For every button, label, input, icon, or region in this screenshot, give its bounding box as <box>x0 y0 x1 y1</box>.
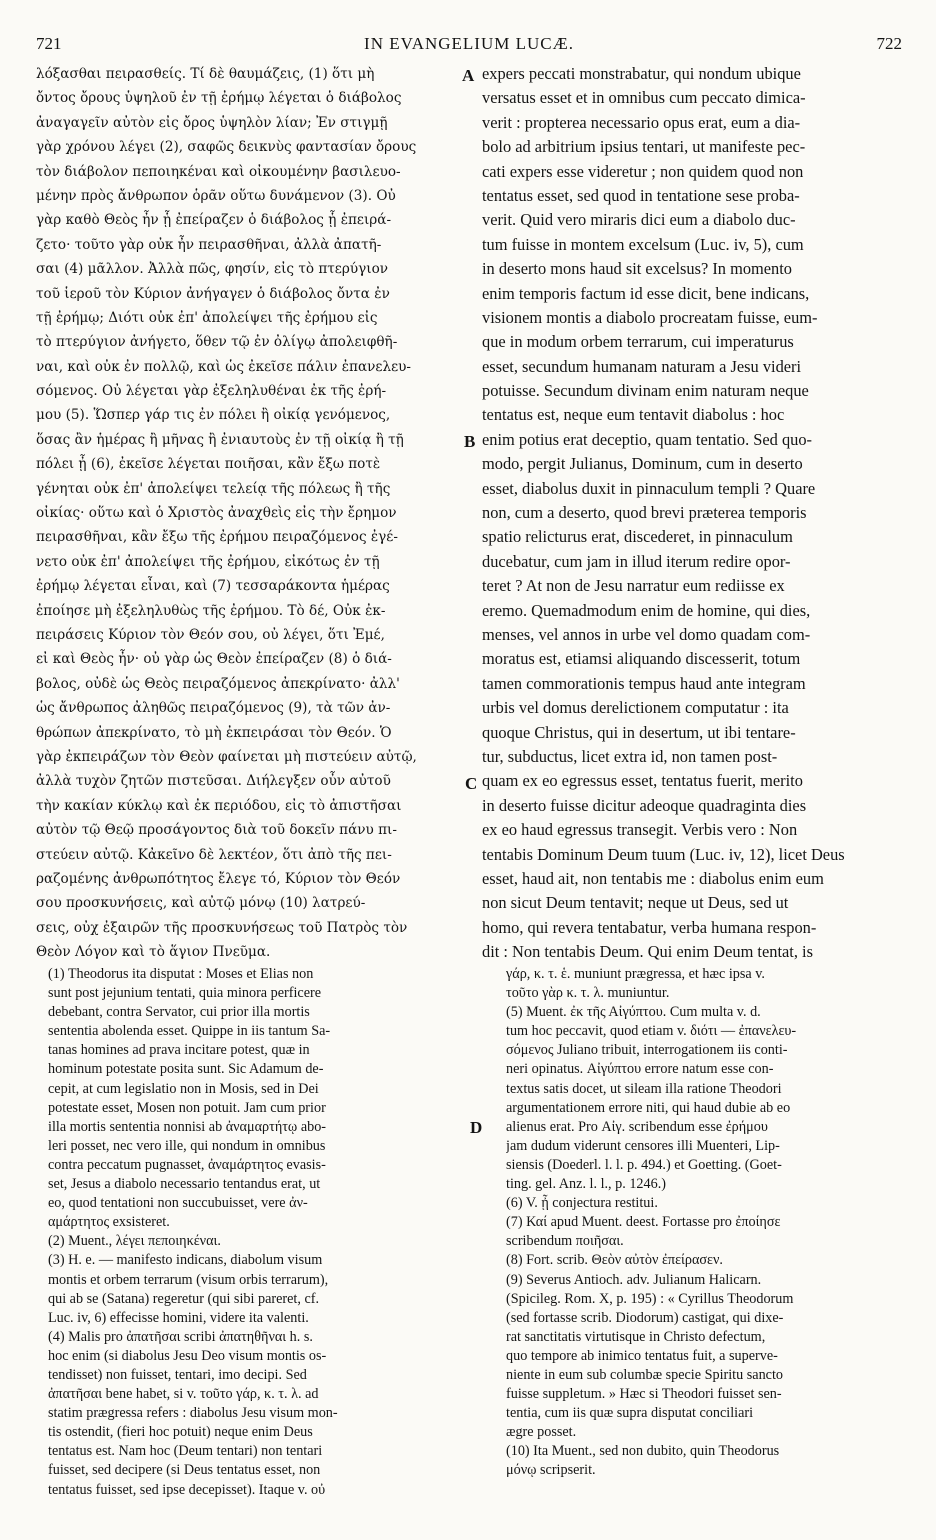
greek-text-line: θρώπων ἀπεκρίνατο, τὸ μὴ ἐκπειράσαι τὸν Θεόν. Ὁ <box>36 724 392 741</box>
page-number-left: 721 <box>36 34 62 53</box>
latin-text-line: tum fuisse in montem excelsum (Luc. iv, 5), cum <box>482 234 804 254</box>
greek-text-line: ὡς ἄνθρωπος ἀληθῶς πειραζόμενος (9), τὰ τῶν ἀν- <box>36 700 391 717</box>
greek-text-line: πειράσεις Κύριον τὸν Θεόν σου, οὐ λέγει, ὅτι Ἐμέ, <box>36 626 385 643</box>
latin-text-line: modo, pergit Julianus, Dominum, cum in deserto <box>482 454 803 474</box>
greek-text-column <box>36 62 468 964</box>
page-number-right: 722 <box>876 34 902 53</box>
footnote-line: alienus erat. Pro Αἰγ. scribendum esse ἐρήμου <box>506 1118 768 1135</box>
footnote-line: Luc. iv, 6) effecisse homini, videre ita valenti. <box>48 1309 309 1326</box>
footnote-line: scribendum ποιῆσαι. <box>506 1233 624 1250</box>
latin-text-line: eremo. Quemadmodum enim de homine, qui dies, <box>482 600 811 620</box>
latin-text-line: urbis vel domus derelictionem computatur : ita <box>482 698 789 718</box>
margin-marker-c: C <box>465 774 478 793</box>
greek-text-line: γὰρ καθὸ Θεὸς ἦν ᾗ ἐπείραζεν ὁ διάβολος ᾗ ἐπειρά- <box>36 212 392 229</box>
latin-text-line: potuisse. Secundum divinam enim naturam neque <box>482 381 809 401</box>
footnote-line: tum hoc peccavit, quod etiam v. διότι — ἐπανελευ- <box>506 1023 797 1040</box>
latin-text-line: esset, secundum humanam naturam a Jesu videri <box>482 356 802 376</box>
greek-text-line: σαι (4) μᾶλλον. Ἀλλὰ πῶς, φησίν, εἰς τὸ πτερύγιον <box>36 261 389 278</box>
footnote-line: debebant, contra Servator, cui prior illa mortis <box>48 1004 310 1021</box>
greek-text-line: πόλει ᾖ (6), ἐκεῖσε λέγεται ποιῆσαι, κἂν ἔξω ποτὲ <box>36 456 381 473</box>
footnote-line: (9) Severus Antioch. adv. Julianum Halicarn. <box>506 1271 762 1288</box>
footnote-line: sunt post jejunium tentati, quia minora perficere <box>48 985 322 1002</box>
footnote-line: rat sanctitatis virtutisque in Christo defectum, <box>506 1328 766 1345</box>
latin-text-line: quoque Christus, qui in desertum, ut ibi tentare- <box>482 722 796 742</box>
latin-text-line: que in modum orbem terrarum, cui imperaturus <box>482 332 794 352</box>
latin-text-line: in deserto mons haud sit excelsus? In momento <box>482 259 792 279</box>
greek-text-line: τὴν κακίαν κύκλῳ καὶ ἐκ περιόδου, εἰς τὸ ἀπιστῆσαι <box>36 797 402 814</box>
latin-text-line: enim potius erat deceptio, quam tentatio. Sed quo- <box>482 429 813 449</box>
greek-text-line: τὸν διάβολον πεποιηκέναι καὶ οἰκουμένην βασιλευο- <box>36 163 401 180</box>
footnote-line: statim prægressa refers : diabolus Jesu visum mon- <box>48 1405 338 1422</box>
greek-text-line: ραζομένης ἀνθρωπότητος ἔλεγε τό, Κύριον τὸν Θεόν <box>36 870 401 887</box>
latin-text-line: ex eo haud egressus transegit. Verbis vero : Non <box>482 820 798 840</box>
latin-text-line: bolo ad arbitrium ipsius tentari, ut manifeste pec- <box>482 137 806 157</box>
footnote-line: (sed fortasse scrib. Diodorum) castigat, qui dixe- <box>506 1309 784 1326</box>
footnote-line: ting. gel. Anz. l. l., p. 1246.) <box>506 1176 666 1193</box>
footnote-line: potestate esset, Mosen non potuit. Jam cum prior <box>48 1099 326 1116</box>
latin-text-line: non sicut Deum tentavit; neque ut Deus, sed ut <box>482 893 789 913</box>
running-header <box>36 34 902 56</box>
greek-text-line: ναι, καὶ οὐκ ἐν πολλῷ, καὶ ὡς ἐκεῖσε πάλιν ἐπανελευ- <box>36 358 411 375</box>
footnote-line: σόμενος Juliano tribuit, interrogationem iis conti- <box>506 1042 788 1059</box>
greek-text-line: σεις, οὐχ ἐξαιρῶν τῆς προσκυνήσεως τοῦ Πατρὸς τὸν <box>36 919 408 936</box>
greek-text-line: γὰρ χρόνου λέγει (2), σαφῶς δεικνὺς φαντασίαν ὄρους <box>36 139 417 156</box>
footnote-line: (8) Fort. scrib. Θεὸν αὐτὸν ἐπείρασεν. <box>506 1252 723 1269</box>
footnote-line: tendisset) non fuisset, tentari, imo decipi. Sed <box>48 1366 307 1383</box>
latin-text-line: in deserto fuisse dicitur adeoque quadraginta dies <box>482 795 807 815</box>
footnote-line: leri posset, nec vero ille, qui nondum in omnibus <box>48 1137 326 1154</box>
greek-text-line: πειρασθῆναι, κἂν ἔξω τῆς ἐρήμου πειραζόμενος ἐγέ- <box>36 529 398 546</box>
footnote-line: (7) Καί apud Muent. deest. Fortasse pro ἐποίησε <box>506 1214 781 1231</box>
greek-text-line: ὅσας ἂν ἡμέρας ἢ μῆνας ἢ ἐνιαυτοὺς ἐν τῇ οἰκίᾳ ἢ τῇ <box>36 431 404 448</box>
footnotes-right-column <box>506 965 906 1481</box>
footnote-line: textus satis docet, ut sileam illa ratione Theodori <box>506 1080 782 1097</box>
greek-text-line: ἀλλὰ τυχὸν ζητῶν πιστεῦσαι. Διήλεγξεν οὖν αὐτοῦ <box>36 773 391 790</box>
greek-text-line: οἰκίας· οὕτω καὶ ὁ Χριστὸς ἀναχθεὶς εἰς τὴν ἔρημον <box>36 505 397 522</box>
greek-text-line: αὐτὸν τῷ Θεῷ προσάγοντος διὰ τοῦ δοκεῖν πάνυ πι- <box>36 822 397 839</box>
latin-text-line: tur, subductus, licet extra id, non tamen post- <box>482 746 778 766</box>
footnote-line: tentatus fuisset, sed ipse decepisset). Itaque v. οὐ <box>48 1481 326 1498</box>
latin-text-line: moratus est, etiamsi aliquando discesserit, totum <box>482 649 801 669</box>
latin-text-line: versatus esset et in omnibus cum peccato dimica- <box>482 88 806 108</box>
footnote-line: cepit, at cum legislatio non in Mosis, sed in Dei <box>48 1080 319 1097</box>
footnote-line: (6) V. ᾖ conjectura restitui. <box>506 1195 658 1212</box>
latin-text-line: enim temporis factum id esse dicit, bene indicans, <box>482 283 810 303</box>
latin-text-line: non, cum a deserto, quod brevi præterea temporis <box>482 503 807 523</box>
latin-text-line: ducebatur, cum jam in illud iterum redire opor- <box>482 551 791 571</box>
footnote-line: (Spicileg. Rom. X, p. 195) : « Cyrillus Theodorum <box>506 1290 794 1307</box>
footnote-line: set, Jesus a diabolo necessario tentandus erat, ut <box>48 1176 321 1193</box>
margin-marker-b: B <box>464 432 476 451</box>
footnote-line: qui ab se (Satana) regeretur (qui sibi pareret, cf. <box>48 1290 320 1307</box>
latin-text-line: teret ? At non de Jesu narratur eum rediisse ex <box>482 576 785 596</box>
footnote-line: sententia abolenda esset. Quippe in iis tantum Sa- <box>48 1023 331 1040</box>
latin-text-line: esset, haud ait, non tentabis me : diabolus enim eum <box>482 868 824 888</box>
greek-text-line: λόξασθαι πειρασθείς. Τί δὲ θαυμάζεις, (1) ὅτι μὴ <box>36 66 375 82</box>
footnote-line: (1) Theodorus ita disputat : Moses et Elias non <box>48 966 314 982</box>
footnote-line: (3) H. e. — manifesto indicans, diabolum visum <box>48 1252 323 1269</box>
footnote-line: αμάρτητος exsisteret. <box>48 1214 170 1231</box>
greek-text-line: τοῦ ἱεροῦ τὸν Κύριον ἀνήγαγεν ὁ διάβολος ὄντα ἐν <box>36 285 390 302</box>
greek-text-line: τῇ ἐρήμῳ; Διότι οὐκ ἐπ' ἀπολείψει τῆς ἐρήμου εἰς <box>36 309 378 326</box>
footnote-line: hominum potestate posita sunt. Sic Adamum de- <box>48 1061 324 1078</box>
greek-text-line: γένηται οὐκ ἐπ' ἀπολείψει τελείᾳ τῆς πόλεως ἢ τῆς <box>36 480 391 497</box>
latin-text-line: menses, vel annos in urbe vel domo quadam com- <box>482 624 811 644</box>
greek-text-line: ζετο· τοῦτο γὰρ οὐκ ἦν πειρασθῆναι, ἀλλὰ ἀπατῆ- <box>36 236 382 253</box>
footnote-line: illa mortis sententia nonnisi ab ἀναμαρτήτῳ abo- <box>48 1118 327 1135</box>
latin-text-line: tentatus est, neque eum tentavit diabolus : hoc <box>482 405 785 425</box>
footnote-line: (4) Malis pro ἀπατῆσαι scribi ἀπατηθῆναι h. s. <box>48 1328 313 1345</box>
latin-text-line: verit : propterea necessario opus erat, eum a dia- <box>482 112 801 132</box>
greek-text-line: ἀναγαγεῖν αὐτὸν εἰς ὄρος ὑψηλὸν λίαν; Ἐν στιγμῇ <box>36 114 388 131</box>
footnote-line: fuisse suppletum. » Hæc si Theodori fuisset sen- <box>506 1386 782 1403</box>
greek-text-line: μου (5). Ὥσπερ γάρ τις ἐν πόλει ἢ οἰκίᾳ γενόμενος, <box>36 407 391 424</box>
footnote-line: eo, quod tentationi non succubuisset, vere ἀν- <box>48 1195 308 1212</box>
latin-text-line: dit : Non tentabis Deum. Qui enim Deum tentat, is <box>482 942 813 962</box>
running-title: IN EVANGELIUM LUCÆ. <box>364 34 574 53</box>
greek-text-line: βολος, οὐδὲ ὡς Θεὸς πειραζόμενος ἀπεκρίνατο· ἀλλ' <box>36 675 400 692</box>
latin-text-line: quam ex eo egressus esset, tentatus fuerit, merito <box>482 771 803 791</box>
latin-text-line: spatio relicturus erat, discederet, in pinnaculum <box>482 527 793 547</box>
latin-text-line: tamen commorationis tempus haud ante integram <box>482 673 806 693</box>
latin-text-column <box>482 62 906 964</box>
greek-text-line: ἐρήμῳ λέγεται εἶναι, καὶ (7) τεσσαράκοντα ἡμέρας <box>36 578 390 595</box>
latin-text-line: visionem montis a diabolo procreatam fuisse, eum- <box>482 307 818 327</box>
footnote-line: niente in eum sub columbæ specie Spiritu sancto <box>506 1366 784 1383</box>
greek-text-line: μένην πρὸς ἄνθρωπον ὁρᾶν οὕτω δυνάμενον (3). Οὐ <box>36 187 396 204</box>
greek-text-line: ἐποίησε μὴ ἐξεληλυθὼς τῆς ἐρήμου. Τὸ δέ, Οὐκ ἐκ- <box>36 602 386 619</box>
greek-text-line: τὸ πτερύγιον ἀνήγετο, ὅθεν τῷ ἐν ὀλίγῳ ἀπολειφθῆ- <box>36 334 398 351</box>
margin-marker-a: A <box>462 66 475 85</box>
footnote-line: neri opinatus. Αἰγύπτου errore natum esse con- <box>506 1061 774 1078</box>
footnote-line: (5) Muent. ἐκ τῆς Αἰγύπτου. Cum multa v. d. <box>506 1004 761 1021</box>
footnote-line: siensis (Doederl. l. l. p. 494.) et Goetting. (Goet- <box>506 1156 782 1173</box>
footnote-line: tis ostendit, (fieri hoc potuit) neque enim Deus <box>48 1424 313 1441</box>
latin-text-line: tentatus esset, sed quod in tentatione sese proba- <box>482 185 800 205</box>
greek-text-line: σου προσκυνήσεις, καὶ αὐτῷ μόνῳ (10) λατρεύ- <box>36 895 366 912</box>
latin-text-line: homo, qui revera tentabatur, verba humana respon- <box>482 917 817 937</box>
footnote-line: γάρ, κ. τ. ἑ. muniunt prægressa, et hæc ipsa v. <box>506 966 765 982</box>
footnote-line: tanas homines ad prava incitare potest, quæ in <box>48 1042 310 1059</box>
greek-text-line: νετο οὐκ ἐπ' ἀπολείψει τῆς ἐρήμου, εἰκότως ἐν τῇ <box>36 553 380 570</box>
footnote-line: ἀπατῆσαι bene habet, si v. τοῦτο γάρ, κ. τ. λ. ad <box>48 1386 319 1403</box>
latin-text-line: esset, diabolus duxit in pinnaculum templi ? Quare <box>482 478 816 498</box>
footnote-line: τοῦτο γὰρ κ. τ. λ. muniuntur. <box>506 985 670 1002</box>
margin-marker-d: D <box>470 1118 483 1137</box>
latin-text-line: expers peccati monstrabatur, qui nondum ubique <box>482 64 801 83</box>
footnote-line: quo tempore ab inimico tentatus fuit, a superve- <box>506 1347 778 1364</box>
latin-text-line: cati expers esse videretur ; non quidem quod non <box>482 161 804 181</box>
footnote-line: argumentationem errore niti, qui haud dubie ab eo <box>506 1099 791 1116</box>
footnote-line: fuisset, sed decipere (si Deus tentatus esset, non <box>48 1462 321 1479</box>
greek-text-line: σόμενος. Οὐ λέγεται γὰρ ἐξεληλυθέναι ἐκ τῆς ἐρή- <box>36 383 387 400</box>
footnote-line: ægre posset. <box>506 1424 577 1441</box>
footnote-line: (2) Muent., λέγει πεποιηκέναι. <box>48 1233 221 1250</box>
footnote-line: tentia, cum iis quæ supra disputat conciliari <box>506 1405 754 1422</box>
latin-text-line: tentabis Dominum Deum tuum (Luc. iv, 12), licet Deus <box>482 844 845 864</box>
footnote-line: jam dudum viderunt censores illi Muenteri, Lip- <box>506 1137 780 1154</box>
greek-text-line: εἰ καὶ Θεὸς ἦν· οὐ γὰρ ὡς Θεὸν ἐπείραζεν (8) ὁ διά- <box>36 651 392 668</box>
greek-text-line: γὰρ ἐκπειράζων τὸν Θεὸν φαίνεται μὴ πιστεύειν αὐτῷ, <box>36 748 417 765</box>
latin-text-line: verit. Quid vero miraris dici eum a diabolo duc- <box>482 210 796 230</box>
footnote-line: tentatus est. Nam hoc (Deum tentari) non tentari <box>48 1443 323 1460</box>
footnote-line: hoc enim (si diabolus Jesu Deo visum montis os- <box>48 1347 327 1364</box>
footnote-line: μόνῳ scripserit. <box>506 1462 596 1479</box>
footnote-line: montis et orbem terrarum (visum orbis terrarum), <box>48 1271 329 1288</box>
greek-text-line: στεύειν αὐτῷ. Κἀκεῖνο δὲ λεκτέον, ὅτι ἀπὸ τῆς πει- <box>36 846 392 863</box>
footnote-line: (10) Ita Muent., sed non dubito, quin Theodorus <box>506 1443 780 1460</box>
footnotes-left-column <box>48 965 466 1500</box>
greek-text-line: Θεὸν Λόγον καὶ τὸ ἅγιον Πνεῦμα. <box>36 944 271 961</box>
footnote-line: contra peccatum pugnasset, ἀναμάρτητος evasis- <box>48 1156 326 1173</box>
greek-text-line: ὄντος ὄρους ὑψηλοῦ ἐν τῇ ἐρήμῳ λέγεται ὁ διάβολος <box>36 90 402 107</box>
